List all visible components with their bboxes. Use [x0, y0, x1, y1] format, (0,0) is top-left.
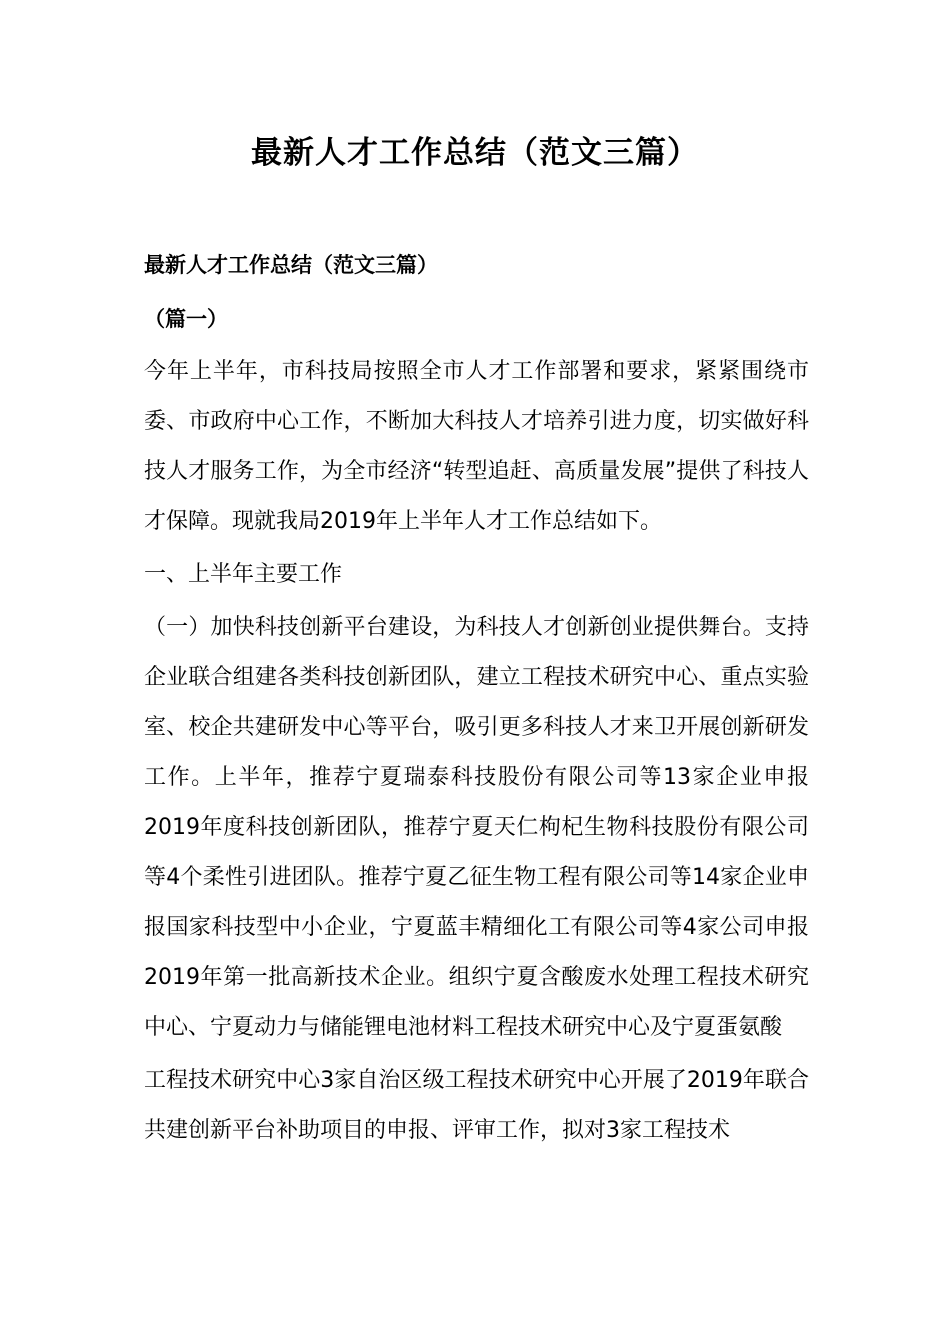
- paragraph: 工程技术研究中心3家自治区级工程技术研究中心开展了2019年联合共建创新平台补助项目的申报、评审工作，拟对3家工程技术: [144, 1068, 809, 1143]
- paragraph: 今年上半年，市科技局按照全市人才工作部署和要求，紧紧围绕市委、市政府中心工作，不断加大科技人才培养引进力度，切实做好科技人才服务工作，为全市经济“转型追赶、高质量发展”提供了科技人才保障。现就我局2019年上半年人才工作总结如下。: [144, 359, 809, 534]
- section-label: （篇一）: [144, 307, 228, 331]
- document-subtitle: 最新人才工作总结（范文三篇）: [144, 253, 438, 277]
- section-heading: 一、上半年主要工作: [144, 562, 343, 587]
- document-body: [144, 240, 809, 1156]
- document-title: 最新人才工作总结（范文三篇）: [251, 135, 699, 171]
- paragraph: （一）加快科技创新平台建设，为科技人才创新创业提供舞台。支持企业联合组建各类科技创新团队，建立工程技术研究中心、重点实验室、校企共建研发中心等平台，吸引更多科技人才来卫开展创新研发工作。上半年，推荐宁夏瑞泰科技股份有限公司等13家企业申报2019年度科技创新团队，推荐宁夏天仁枸杞生物科技股份有限公司等4个柔性引进团队。推荐宁夏乙征生物工程有限公司等14家企业申报国家科技型中小企业，宁夏蓝丰精细化工有限公司等4家公司申报2019年第一批高新技术企业。组织宁夏含酸废水处理工程技术研究中心、宁夏动力与储能锂电池材料工程技术研究中心及宁夏蛋氨酸: [144, 615, 809, 1040]
